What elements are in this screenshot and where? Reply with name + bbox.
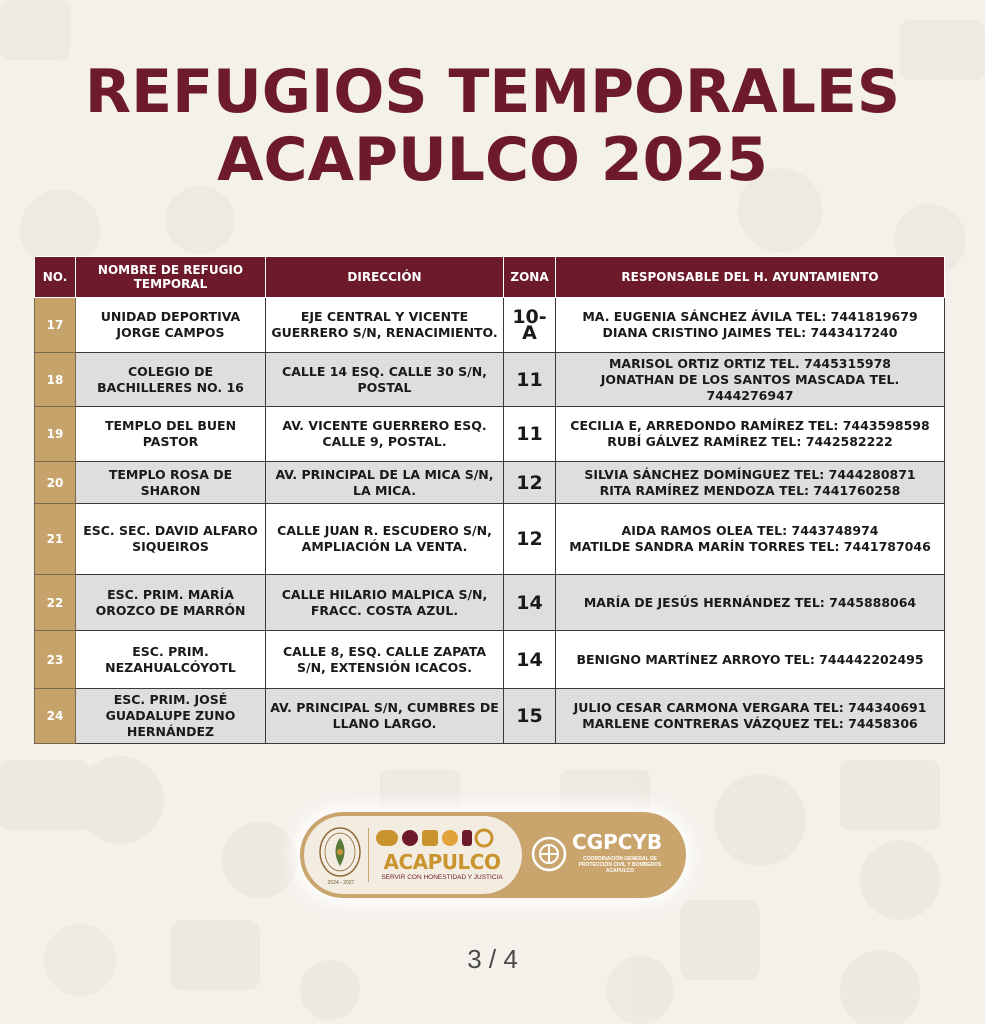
responsable-line: MARLENE CONTRERAS VÁZQUEZ TEL: 74458306 bbox=[582, 716, 918, 731]
cell-no: 18 bbox=[35, 353, 76, 407]
cell-direccion: AV. VICENTE GUERRERO ESQ. CALLE 9, POSTAL. bbox=[266, 407, 504, 462]
responsable-line: MA. EUGENIA SÁNCHEZ ÁVILA TEL: 7441819679 bbox=[582, 309, 918, 324]
cell-responsable bbox=[556, 631, 945, 689]
cgpcyb-subtitle: COORDINACIÓN GENERAL DE PROTECCIÓN CIVIL Y BOMBEROS ACAPULCO bbox=[578, 856, 662, 874]
municipal-seal-icon bbox=[316, 826, 364, 882]
table-row bbox=[35, 575, 945, 631]
responsable-line: BENIGNO MARTÍNEZ ARROYO TEL: 744442202495 bbox=[576, 651, 924, 667]
acapulco-wordmark: ACAPULCO bbox=[383, 850, 501, 874]
cell-nombre: ESC. PRIM. JOSÉ GUADALUPE ZUNO HERNÁNDEZ bbox=[76, 689, 266, 744]
title-line-2: ACAPULCO 2025 bbox=[217, 125, 768, 195]
responsable-line: JONATHAN DE LOS SANTOS MASCADA TEL. 7444276947 bbox=[600, 371, 900, 403]
table-row bbox=[35, 353, 945, 407]
cell-nombre: ESC. PRIM. NEZAHUALCÓYOTL bbox=[76, 631, 266, 689]
responsable-line: CECILIA E, ARREDONDO RAMÍREZ TEL: 7443598598 bbox=[570, 418, 930, 433]
cell-responsable bbox=[556, 504, 945, 575]
table-row bbox=[35, 631, 945, 689]
cell-no: 24 bbox=[35, 689, 76, 744]
cell-zona: 11 bbox=[504, 407, 556, 462]
logo-divider bbox=[368, 828, 369, 882]
cell-zona: 11 bbox=[504, 353, 556, 407]
table-row bbox=[35, 689, 945, 744]
civil-protection-emblem-icon bbox=[531, 836, 567, 872]
cell-nombre: ESC. PRIM. MARÍA OROZCO DE MARRÓN bbox=[76, 575, 266, 631]
cell-responsable bbox=[556, 689, 945, 744]
cell-direccion: AV. PRINCIPAL S/N, CUMBRES DE LLANO LARGO. bbox=[266, 689, 504, 744]
cell-responsable bbox=[556, 575, 945, 631]
cell-direccion: EJE CENTRAL Y VICENTE GUERRERO S/N, RENACIMIENTO. bbox=[266, 298, 504, 353]
cell-zona: 15 bbox=[504, 689, 556, 744]
acapulco-slogan: SERVIR CON HONESTIDAD Y JUSTICIA bbox=[381, 874, 503, 881]
responsable-line: MARÍA DE JESÚS HERNÁNDEZ TEL: 7445888064 bbox=[583, 594, 917, 610]
cell-zona: 14 bbox=[504, 631, 556, 689]
acapulco-logo-panel bbox=[304, 816, 522, 894]
header-nombre: NOMBRE DE REFUGIO TEMPORAL bbox=[76, 257, 266, 298]
responsable-line: DIANA CRISTINO JAIMES TEL: 7443417240 bbox=[602, 325, 898, 340]
responsable-line: MATILDE SANDRA MARÍN TORRES TEL: 7441787046 bbox=[569, 539, 931, 554]
table-header-row bbox=[35, 257, 945, 298]
cell-direccion: CALLE 14 ESQ. CALLE 30 S/N, POSTAL bbox=[266, 353, 504, 407]
cell-direccion: AV. PRINCIPAL DE LA MICA S/N, LA MICA. bbox=[266, 462, 504, 504]
cell-zona: 12 bbox=[504, 462, 556, 504]
table-row bbox=[35, 504, 945, 575]
acapulco-glyphs-icon bbox=[374, 826, 504, 850]
cell-direccion: CALLE HILARIO MALPICA S/N, FRACC. COSTA AZUL. bbox=[266, 575, 504, 631]
cell-nombre: TEMPLO ROSA DE SHARON bbox=[76, 462, 266, 504]
cell-direccion: CALLE 8, ESQ. CALLE ZAPATA S/N, EXTENSIÓN ICACOS. bbox=[266, 631, 504, 689]
title-line-1: REFUGIOS TEMPORALES bbox=[84, 57, 901, 127]
cell-no: 17 bbox=[35, 298, 76, 353]
cell-no: 21 bbox=[35, 504, 76, 575]
cell-no: 23 bbox=[35, 631, 76, 689]
cell-nombre: UNIDAD DEPORTIVA JORGE CAMPOS bbox=[76, 298, 266, 353]
table-row bbox=[35, 407, 945, 462]
cell-zona: 10-A bbox=[504, 298, 556, 353]
cell-zona: 12 bbox=[504, 504, 556, 575]
cell-no: 19 bbox=[35, 407, 76, 462]
table-row bbox=[35, 298, 945, 353]
header-no: NO. bbox=[35, 257, 76, 298]
cell-responsable bbox=[556, 462, 945, 504]
responsable-line: JULIO CESAR CARMONA VERGARA TEL: 744340691 bbox=[573, 700, 927, 715]
responsable-line: MARISOL ORTIZ ORTIZ TEL. 7445315978 bbox=[608, 355, 891, 371]
cell-responsable bbox=[556, 298, 945, 353]
page-indicator: 3 / 4 bbox=[467, 944, 518, 974]
shelters-table bbox=[34, 256, 945, 744]
page-title bbox=[0, 58, 985, 194]
cell-no: 22 bbox=[35, 575, 76, 631]
header-responsable: RESPONSABLE DEL H. AYUNTAMIENTO bbox=[556, 257, 945, 298]
cell-responsable bbox=[556, 353, 945, 407]
header-zona: ZONA bbox=[504, 257, 556, 298]
cell-direccion: CALLE JUAN R. ESCUDERO S/N, AMPLIACIÓN LA VENTA. bbox=[266, 504, 504, 575]
header-direccion: DIRECCIÓN bbox=[266, 257, 504, 298]
cell-responsable bbox=[556, 407, 945, 462]
seal-years: 2024 - 2027 bbox=[327, 880, 355, 886]
responsable-line: RUBÍ GÁLVEZ RAMÍREZ TEL: 7442582222 bbox=[607, 434, 893, 449]
cell-no: 20 bbox=[35, 462, 76, 504]
cell-nombre: TEMPLO DEL BUEN PASTOR bbox=[76, 407, 266, 462]
institutional-logos bbox=[300, 812, 686, 898]
table-row bbox=[35, 462, 945, 504]
cell-nombre: ESC. SEC. DAVID ALFARO SIQUEIROS bbox=[76, 504, 266, 575]
responsable-line: SILVIA SÁNCHEZ DOMÍNGUEZ TEL: 7444280871 bbox=[584, 466, 916, 482]
cgpcyb-wordmark: CGPCYB bbox=[572, 830, 663, 854]
cell-nombre: COLEGIO DE BACHILLERES NO. 16 bbox=[76, 353, 266, 407]
responsable-line: AIDA RAMOS OLEA TEL: 7443748974 bbox=[621, 523, 879, 538]
responsable-line: RITA RAMÍREZ MENDOZA TEL: 7441760258 bbox=[599, 482, 901, 498]
cell-zona: 14 bbox=[504, 575, 556, 631]
